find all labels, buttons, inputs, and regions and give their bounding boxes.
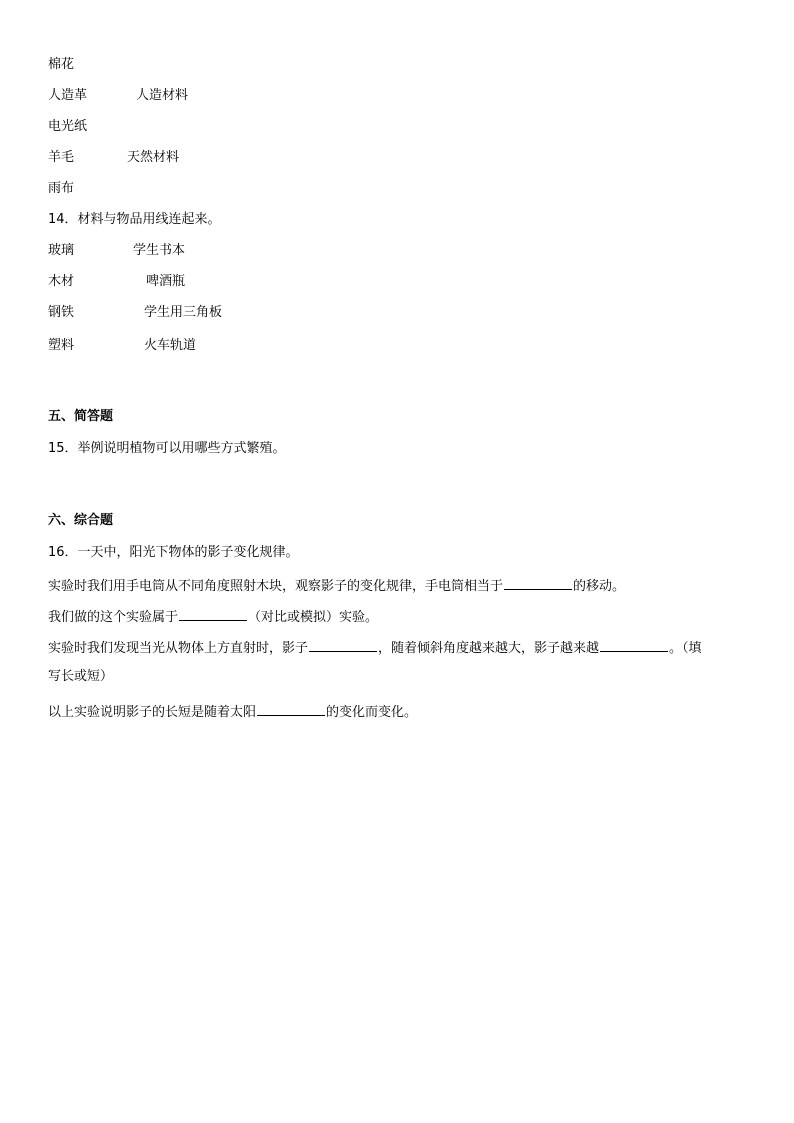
section-heading: 六、综合题 (48, 513, 114, 528)
q16-statement-1 (48, 575, 625, 596)
answer-blank[interactable] (600, 637, 668, 652)
section-heading: 五、简答题 (48, 409, 114, 424)
q13-item: 棉花 (48, 57, 75, 72)
q16-statement-3 (48, 637, 702, 658)
statement-text: 以上实验说明影子的长短是随着太阳 (48, 705, 257, 720)
q14-object: 学生书本 (133, 243, 186, 258)
q16-statement-2 (48, 606, 378, 627)
answer-blank[interactable] (257, 701, 325, 716)
statement-text: 实验时我们发现当光从物体上方直射时，影子 (48, 641, 309, 656)
q13-row-1 (48, 56, 74, 74)
q13-item: 人造革 (48, 88, 88, 103)
q14-material: 钢铁 (48, 305, 75, 320)
q13-category: 天然材料 (127, 150, 180, 165)
q13-item: 电光纸 (48, 119, 88, 134)
q14-material: 玻璃 (48, 243, 75, 258)
q13-item: 羊毛 (48, 150, 75, 165)
q14-object: 学生用三角板 (144, 305, 223, 320)
statement-text: 实验时我们用手电筒从不同角度照射木块，观察影子的变化规律，手电筒相当于 (48, 579, 504, 594)
statement-text: （对比或模拟）实验。 (248, 610, 379, 625)
q16-statement-3-cont: 写长或短） (48, 669, 114, 684)
statement-text: 的移动。 (573, 579, 626, 594)
answer-blank[interactable] (504, 575, 572, 590)
q14-material: 木材 (48, 274, 75, 289)
q14-prompt: 14．材料与物品用线连起来。 (48, 212, 221, 227)
statement-text: 的变化而变化。 (326, 705, 418, 720)
q13-row-2 (48, 87, 87, 105)
statement-text: ，随着倾斜角度越来越大，影子越来越 (378, 641, 600, 656)
q13-category: 人造材料 (136, 88, 189, 103)
q14-object: 火车轨道 (144, 338, 197, 353)
q13-row-4 (48, 149, 74, 167)
answer-blank[interactable] (179, 606, 247, 621)
q13-item: 雨布 (48, 181, 75, 196)
statement-text: 。（填 (669, 641, 702, 656)
q14-material: 塑料 (48, 338, 75, 353)
q13-row-5 (48, 180, 74, 198)
answer-blank[interactable] (309, 637, 377, 652)
statement-text: 我们做的这个实验属于 (48, 610, 179, 625)
q14-object: 啤酒瓶 (146, 274, 186, 289)
q13-row-3 (48, 118, 87, 136)
q16-statement-4 (48, 701, 417, 722)
q15-prompt: 15．举例说明植物可以用哪些方式繁殖。 (48, 441, 286, 456)
q16-title: 16．一天中，阳光下物体的影子变化规律。 (48, 545, 299, 560)
